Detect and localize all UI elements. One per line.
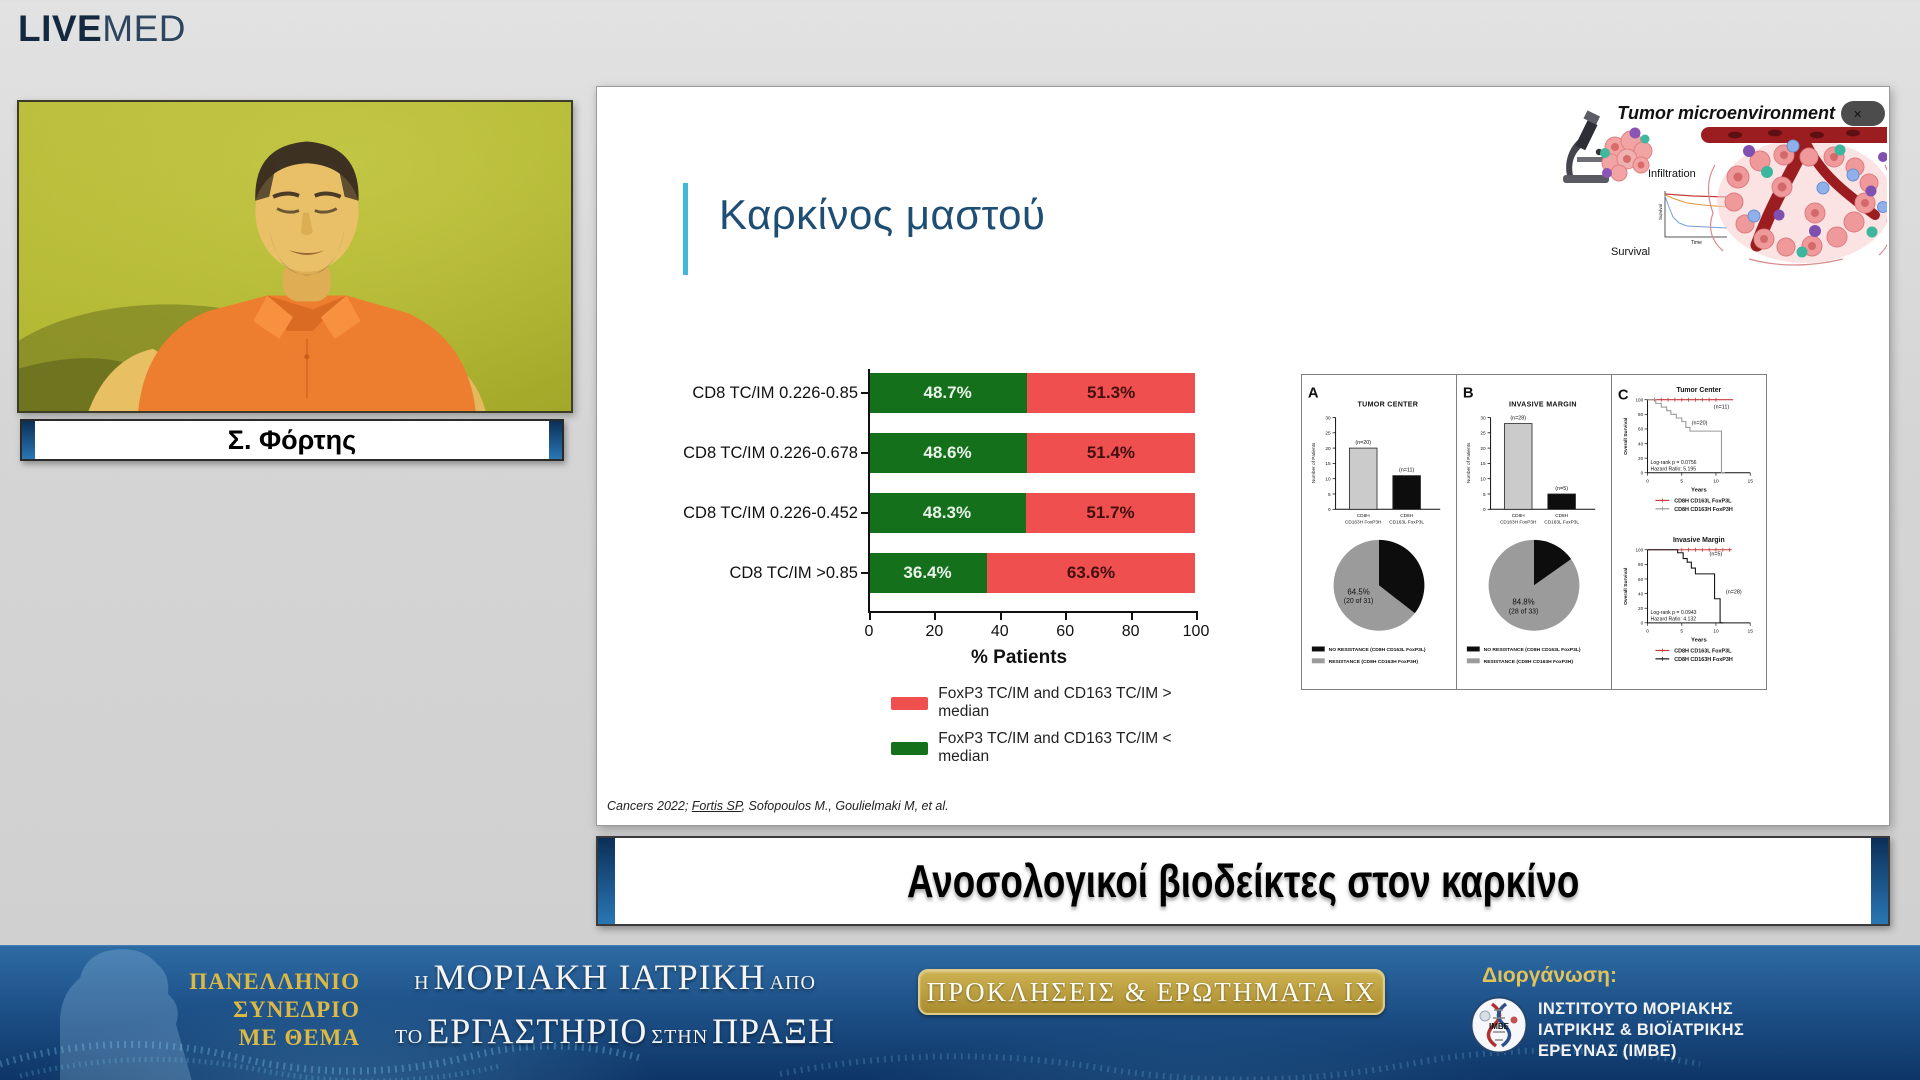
organizer-line: ΙΝΣΤΙΤΟΥΤΟ ΜΟΡΙΑΚΗΣ xyxy=(1538,1000,1733,1018)
svg-text:CD163H FoxP3H: CD163H FoxP3H xyxy=(1499,520,1537,526)
bar-segment: 48.6% xyxy=(868,433,1027,473)
organizer-label: Διοργάνωση: xyxy=(1482,964,1617,987)
svg-text:25: 25 xyxy=(1480,431,1486,437)
legend-row: FoxP3 TC/IM and CD163 TC/IM > median xyxy=(891,685,1221,721)
imbe-logo xyxy=(1470,996,1528,1054)
svg-text:5: 5 xyxy=(1328,492,1331,498)
tumor-illustration xyxy=(1708,130,1887,265)
svg-text:30: 30 xyxy=(1325,416,1331,422)
panel-a xyxy=(1301,374,1457,690)
close-icon: ✕ xyxy=(1853,109,1863,121)
main-chart-rows xyxy=(641,373,1221,593)
svg-text:NO RESISTANCE (CD8H CD163L Fox: NO RESISTANCE (CD8H CD163L FoxP3L) xyxy=(1328,647,1426,653)
svg-text:0: 0 xyxy=(1640,470,1644,476)
svg-text:25: 25 xyxy=(1325,431,1331,437)
svg-text:10: 10 xyxy=(1713,629,1719,635)
congress-title-part: Η xyxy=(414,972,430,994)
svg-text:CD8H CD163H FoxP3H: CD8H CD163H FoxP3H xyxy=(1674,656,1733,663)
main-chart-legend xyxy=(891,685,1221,775)
bar-row: CD8 TC/IM >0.85 36.4% 63.6% xyxy=(641,553,1221,593)
lecture-title: Ανοσολογικοί βιοδείκτες στον καρκίνο xyxy=(906,855,1580,907)
logo-med: MED xyxy=(102,8,186,49)
svg-text:CD8H: CD8H xyxy=(1511,514,1525,520)
svg-text:30: 30 xyxy=(1480,416,1486,422)
congress-kicker xyxy=(150,968,360,1052)
main-chart-xlabel: % Patients xyxy=(971,647,1068,668)
tumor-microenvironment-figure xyxy=(1553,95,1887,267)
svg-text:B: B xyxy=(1462,385,1474,402)
bar-row: CD8 TC/IM 0.226-0.678 48.6% 51.4% xyxy=(641,433,1221,473)
svg-text:15: 15 xyxy=(1325,462,1331,468)
congress-title-part: ΜΟΡΙΑΚΗ ΙΑΤΡΙΚΗ xyxy=(433,957,766,997)
svg-text:Tumor Center: Tumor Center xyxy=(1676,386,1722,394)
webcam-video xyxy=(17,100,573,413)
bar-segment: 51.3% xyxy=(1027,373,1195,413)
svg-text:60: 60 xyxy=(1638,576,1644,582)
citation-suffix: , Sofopoulos M., Goulielmaki M, et al. xyxy=(741,799,949,813)
bar-segment: 48.7% xyxy=(868,373,1027,413)
svg-text:(28 of 33): (28 of 33) xyxy=(1508,608,1539,616)
svg-text:15: 15 xyxy=(1747,629,1753,635)
svg-text:0: 0 xyxy=(1646,629,1649,635)
speaker-name: Σ. Φόρτης xyxy=(227,424,357,455)
svg-text:Years: Years xyxy=(1690,637,1707,644)
congress-title xyxy=(350,954,880,1062)
svg-text:CD163L FoxP3L: CD163L FoxP3L xyxy=(1389,520,1425,526)
title-accent-bar xyxy=(683,183,688,275)
citation xyxy=(607,799,949,813)
citation-author: Fortis SP xyxy=(691,799,742,813)
congress-title-part: ΑΠΟ xyxy=(769,972,816,994)
logo-live: LIVE xyxy=(18,8,103,49)
bar-row: CD8 TC/IM 0.226-0.452 48.3% 51.7% xyxy=(641,493,1221,533)
bar-segment: 51.4% xyxy=(1027,433,1195,473)
svg-text:(n=28): (n=28) xyxy=(1725,589,1742,596)
svg-text:C: C xyxy=(1617,387,1629,404)
svg-text:(n=5): (n=5) xyxy=(1709,551,1723,558)
svg-text:15.2%: 15.2% xyxy=(1535,556,1558,566)
svg-text:CD163H FoxP3H: CD163H FoxP3H xyxy=(1344,520,1382,526)
bar-row: CD8 TC/IM 0.226-0.85 48.7% 51.3% xyxy=(641,373,1221,413)
svg-text:15: 15 xyxy=(1480,462,1486,468)
bar-segment: 36.4% xyxy=(868,553,987,593)
mini-survival-plot xyxy=(1658,191,1727,246)
infiltration-cells xyxy=(1600,128,1652,182)
svg-text:(n=28): (n=28) xyxy=(1510,415,1527,422)
livemed-logo xyxy=(18,8,186,50)
presentation-slide xyxy=(596,86,1890,826)
lecture-title-banner xyxy=(596,836,1890,926)
svg-text:CD8H: CD8H xyxy=(1555,514,1569,520)
infiltration-label: Infiltration xyxy=(1648,168,1696,180)
svg-text:(n=5): (n=5) xyxy=(1555,486,1569,493)
organizer-line: ΕΡΕΥΝΑΣ (ΙΜΒΕ) xyxy=(1538,1042,1677,1060)
svg-text:(n=20): (n=20) xyxy=(1691,420,1708,427)
main-chart: CD8 TC/IM 0.226-0.85 48.7% 51.3% CD8 TC/IM 0.226-0.678 48.6% 51.4% CD8 TC/IM 0.226-0.452 48.3% 51.7% CD8 TC/IM >0.85 36.4% 63.6% 0 20 40 60 80 100 % Patients FoxP3 TC/IM and CD163 TC/IM > median FoxP3 TC/IM and CD163 TC/IM < median xyxy=(641,373,1221,803)
congress-badge xyxy=(918,969,1385,1015)
tme-title: Tumor microenvironment xyxy=(1617,103,1835,123)
svg-text:Number of Patients: Number of Patients xyxy=(1311,442,1317,484)
svg-text:(20 of 31): (20 of 31) xyxy=(1343,598,1374,606)
svg-text:20: 20 xyxy=(1638,455,1644,461)
banner-left-cap xyxy=(598,838,615,924)
main-chart-xaxis xyxy=(868,611,1198,613)
svg-text:0: 0 xyxy=(1646,479,1649,485)
svg-text:40: 40 xyxy=(1638,441,1644,447)
svg-text:CD163L FoxP3L: CD163L FoxP3L xyxy=(1544,520,1580,526)
kicker-line: ΣΥΝΕΔΡΙΟ xyxy=(233,997,360,1022)
svg-text:10: 10 xyxy=(1713,479,1719,485)
svg-text:Number of Patients: Number of Patients xyxy=(1466,442,1472,484)
svg-text:Log-rank p = 0.0943: Log-rank p = 0.0943 xyxy=(1650,609,1697,616)
legend-row: FoxP3 TC/IM and CD163 TC/IM < median xyxy=(891,730,1221,766)
slide-title: Καρκίνος μαστού xyxy=(719,191,1046,238)
svg-text:CD8H CD163L FoxP3L: CD8H CD163L FoxP3L xyxy=(1674,648,1732,655)
congress-title-part: ΠΡΑΞΗ xyxy=(712,1011,836,1051)
bar-segment: 48.3% xyxy=(868,493,1026,533)
svg-text:Hazard Ratio: 4.132: Hazard Ratio: 4.132 xyxy=(1650,616,1697,623)
svg-text:35.5%: 35.5% xyxy=(1392,568,1415,578)
survival-label: Survival xyxy=(1611,246,1651,258)
svg-text:CD8H: CD8H xyxy=(1356,514,1370,520)
svg-text:CD8H CD163H FoxP3H: CD8H CD163H FoxP3H xyxy=(1674,506,1733,513)
congress-title-part: ΤΟ xyxy=(394,1026,424,1048)
svg-text:A: A xyxy=(1307,385,1319,402)
bar-segment: 63.6% xyxy=(987,553,1195,593)
citation-prefix: Cancers 2022; xyxy=(607,799,692,813)
svg-text:20: 20 xyxy=(1638,605,1644,611)
svg-text:80: 80 xyxy=(1638,412,1644,418)
panel-c-svg xyxy=(1612,375,1766,689)
svg-text:10: 10 xyxy=(1325,477,1331,483)
congress-title-part: ΕΡΓΑΣΤΗΡΙΟ xyxy=(427,1011,648,1051)
svg-text:20: 20 xyxy=(1480,446,1486,452)
svg-text:0: 0 xyxy=(1328,508,1331,514)
svg-text:Overall Survival: Overall Survival xyxy=(1623,417,1629,455)
congress-badge-text: ΠΡΟΚΛΗΣΕΙΣ & ΕΡΩΤΗΜΑΤΑ ΙΧ xyxy=(926,976,1377,1007)
svg-text:CD8H: CD8H xyxy=(1400,514,1414,520)
svg-text:Years: Years xyxy=(1690,487,1707,494)
conference-footer xyxy=(0,945,1920,1080)
svg-text:100: 100 xyxy=(1635,397,1644,403)
svg-text:TUMOR CENTER: TUMOR CENTER xyxy=(1357,400,1419,409)
organizer-line: ΙΑΤΡΙΚΗΣ & ΒΙΟΪΑΤΡΙΚΗΣ xyxy=(1538,1021,1745,1039)
svg-text:Hazard Ratio: 5.195: Hazard Ratio: 5.195 xyxy=(1650,466,1697,473)
svg-text:5: 5 xyxy=(1680,479,1684,485)
figure-panels xyxy=(1301,374,1767,690)
svg-text:80: 80 xyxy=(1638,562,1644,568)
speaker-name-bar xyxy=(20,419,564,461)
overlay-close-button[interactable] xyxy=(1841,101,1885,126)
mini-xlabel: Time xyxy=(1691,240,1702,246)
svg-text:20: 20 xyxy=(1325,446,1331,452)
panel-b-svg xyxy=(1457,375,1611,689)
kicker-line: ΠΑΝΕΛΛΗΝΙΟ xyxy=(189,969,360,994)
svg-text:Invasive Margin: Invasive Margin xyxy=(1672,536,1725,544)
svg-text:CD8H CD163L FoxP3L: CD8H CD163L FoxP3L xyxy=(1674,498,1732,505)
svg-text:5: 5 xyxy=(1680,629,1684,635)
namebar-left-cap xyxy=(22,421,35,459)
speaker-illustration xyxy=(19,102,571,411)
imbe-logo-text: ΙΜΒΕ xyxy=(1489,1022,1509,1031)
svg-text:40: 40 xyxy=(1638,591,1644,597)
kicker-line: ΜΕ ΘΕΜΑ xyxy=(238,1025,360,1050)
banner-right-cap xyxy=(1871,838,1888,924)
svg-text:10: 10 xyxy=(1480,477,1486,483)
svg-text:Log-rank p = 0.0756: Log-rank p = 0.0756 xyxy=(1650,459,1697,466)
svg-text:84.8%: 84.8% xyxy=(1512,597,1535,607)
svg-text:RESISTANCE (CD8H CD163H FoxP3H: RESISTANCE (CD8H CD163H FoxP3H) xyxy=(1483,659,1573,665)
svg-text:5: 5 xyxy=(1483,492,1486,498)
main-chart-yaxis xyxy=(868,369,870,613)
svg-text:0: 0 xyxy=(1483,508,1486,514)
svg-text:60: 60 xyxy=(1638,426,1644,432)
svg-text:15: 15 xyxy=(1747,479,1753,485)
panel-a-svg xyxy=(1302,375,1456,689)
svg-text:RESISTANCE (CD8H CD163H FoxP3H: RESISTANCE (CD8H CD163H FoxP3H) xyxy=(1328,659,1418,665)
congress-title-part: ΣΤΗΝ xyxy=(651,1026,709,1048)
svg-text:(n=20): (n=20) xyxy=(1355,440,1372,447)
mini-ylabel: Survival xyxy=(1658,203,1663,220)
svg-text:Overall Survival: Overall Survival xyxy=(1623,567,1629,605)
organizer-name xyxy=(1538,999,1744,1062)
panel-b xyxy=(1456,374,1612,690)
namebar-right-cap xyxy=(549,421,562,459)
svg-text:(n=11): (n=11) xyxy=(1398,467,1415,474)
svg-text:INVASIVE MARGIN: INVASIVE MARGIN xyxy=(1508,400,1577,409)
svg-text:64.5%: 64.5% xyxy=(1347,587,1370,597)
panel-c xyxy=(1611,374,1767,690)
svg-text:NO RESISTANCE (CD8H CD163L Fox: NO RESISTANCE (CD8H CD163L FoxP3L) xyxy=(1483,647,1581,653)
svg-text:0: 0 xyxy=(1640,620,1644,626)
bar-segment: 51.7% xyxy=(1026,493,1195,533)
svg-text:(n=11): (n=11) xyxy=(1713,404,1730,411)
svg-text:100: 100 xyxy=(1635,547,1644,553)
